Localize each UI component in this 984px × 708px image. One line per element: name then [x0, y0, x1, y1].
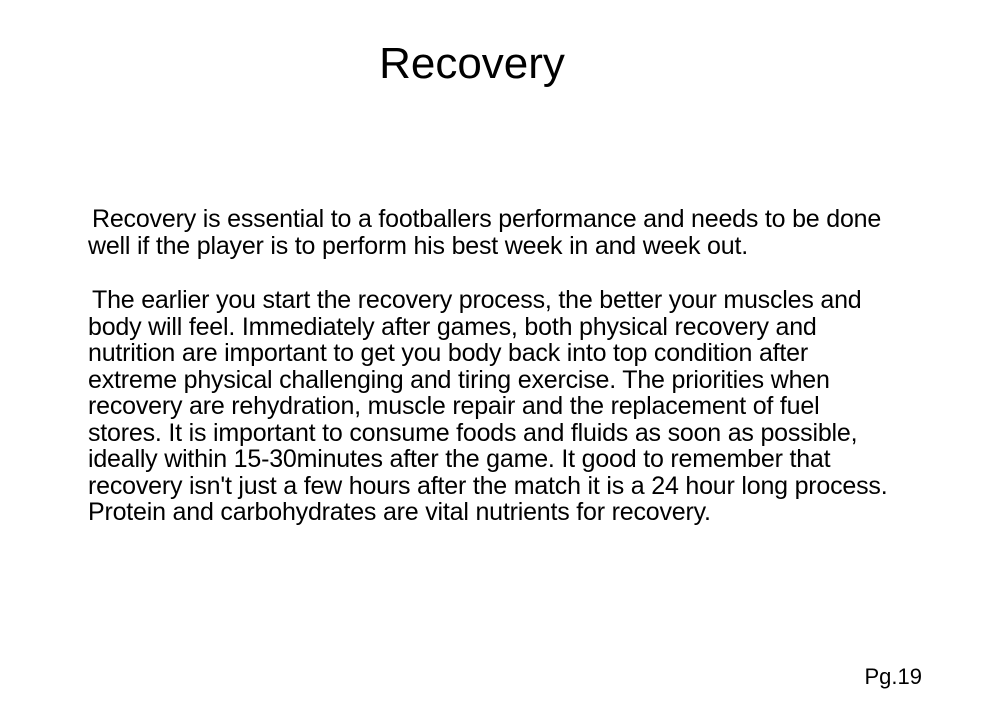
- paragraph-intro: Recovery is essential to a footballers performance and needs to be done well if the player is to perform his best week in and week out.: [88, 205, 882, 260]
- page-number: Pg.19: [864, 664, 922, 689]
- paragraph-recovery-process: The earlier you start the recovery process, the better your muscles and body will feel. Immediately after games, both physical recovery and nutrition are important to get you body back into top condition after extreme physical challenging and tiring exercise. The priorities when recovery are rehydration, muscle repair and the replacement of fuel stores. It is important to consume foods and fluids as soon as possible, ideally within 15-30minutes after the game. It good to remember that recovery isn't just a few hours after the match it is a 24 hour long process. Protein and carbohydrates are vital nutrients for recovery.: [88, 286, 888, 526]
- page-title: Recovery: [379, 39, 565, 88]
- body-text: [88, 206, 893, 526]
